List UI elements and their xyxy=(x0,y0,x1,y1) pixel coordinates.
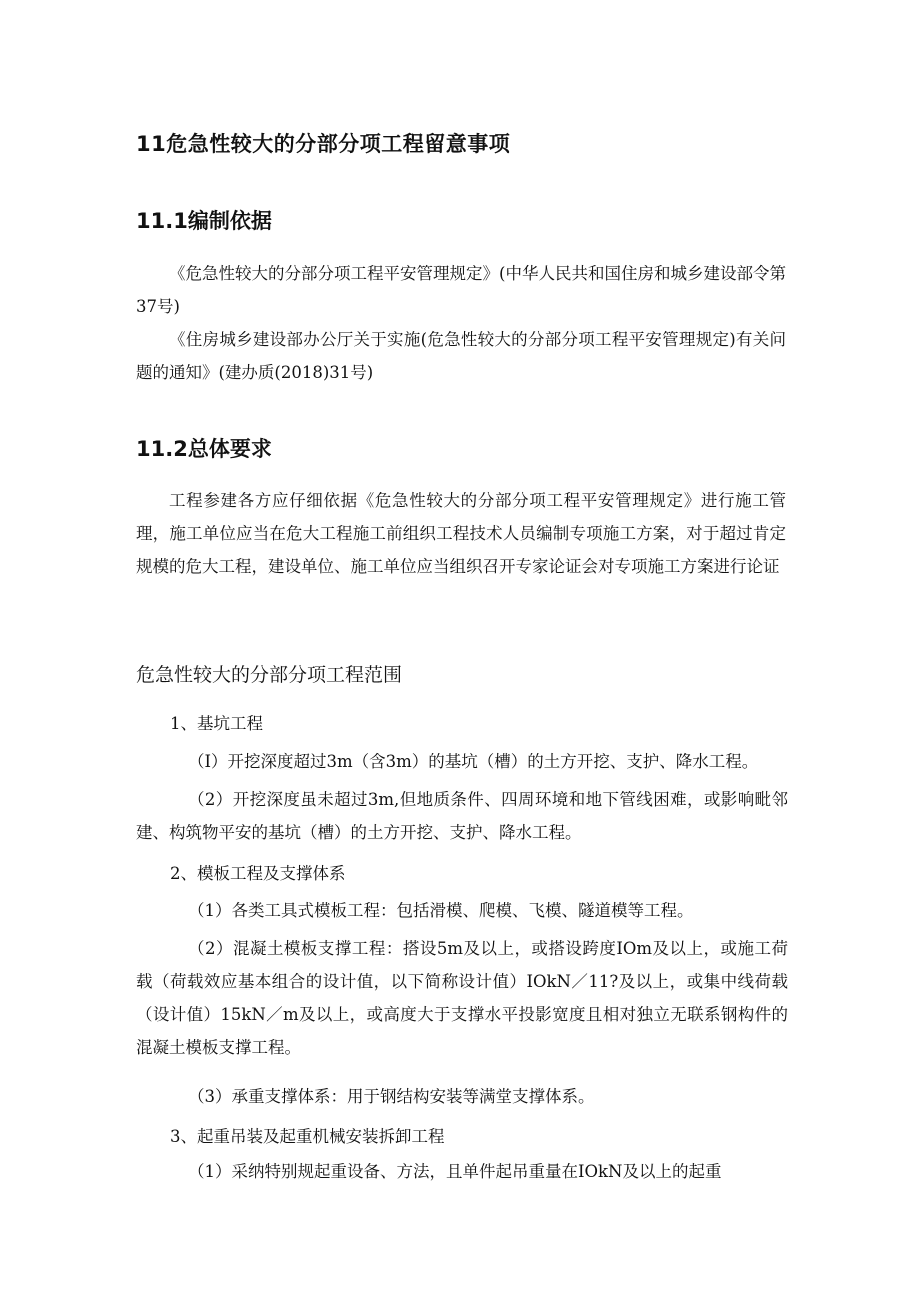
scope-item-2-title: 2、模板工程及支撑体系 xyxy=(170,864,346,883)
scope-item-3-title: 3、起重吊装及起重机械安装拆卸工程 xyxy=(170,1127,445,1146)
scope-item-1-sub-1: （I）开挖深度超过3m（含3m）的基坑（槽）的土方开挖、支护、降水工程。 xyxy=(188,752,759,771)
main-heading: 11危急性较大的分部分项工程留意事项 xyxy=(136,132,511,156)
section-general-title: 11.2总体要求 xyxy=(136,437,272,461)
scope-item-2-sub-3: （3）承重支撑体系：用于钢结构安装等满堂支撑体系。 xyxy=(188,1087,595,1106)
basis-paragraph-2: 《住房城乡建设部办公厅关于实施(危急性较大的分部分项工程平安管理规定)有关问题的通知》(建办质(2018)31号) xyxy=(136,330,786,382)
general-paragraph: 工程参建各方应仔细依据《危急性较大的分部分项工程平安管理规定》进行施工管理，施工单位应当在危大工程施工前组织工程技术人员编制专项施工方案，对于超过肯定规模的危大工程，建设单位、施工单位应当组织召开专家论证会对专项施工方案进行论证 xyxy=(136,491,786,576)
section-scope-title: 危急性较大的分部分项工程范围 xyxy=(136,664,403,686)
basis-paragraph-1: 《危急性较大的分部分项工程平安管理规定》(中华人民共和国住房和城乡建设部令第37号) xyxy=(136,264,786,316)
scope-item-1-sub-2: （2）开挖深度虽未超过3m,但地质条件、四周环境和地下管线困难，或影响毗邻建、构筑物平安的基坑（槽）的土方开挖、支护、降水工程。 xyxy=(136,790,788,842)
scope-item-2-sub-2: （2）混凝土模板支撑工程：搭设5m及以上，或搭设跨度IOm及以上，或施工荷载（荷载效应基本组合的设计值，以下简称设计值）IOkN／11?及以上，或集中线荷载（设计值）15kN／m及以上，或高度大于支撑水平投影宽度且相对独立无联系钢构件的混凝土模板支撑工程。 xyxy=(136,939,788,1057)
scope-item-1-title: 1、基坑工程 xyxy=(170,714,263,733)
section-basis-title: 11.1编制依据 xyxy=(136,209,272,233)
scope-item-3-sub-1: （1）采纳特别规起重设备、方法，且单件起吊重量在IOkN及以上的起重 xyxy=(188,1162,722,1181)
scope-item-2-sub-1: （1）各类工具式模板工程：包括滑模、爬模、飞模、隧道模等工程。 xyxy=(188,901,694,920)
